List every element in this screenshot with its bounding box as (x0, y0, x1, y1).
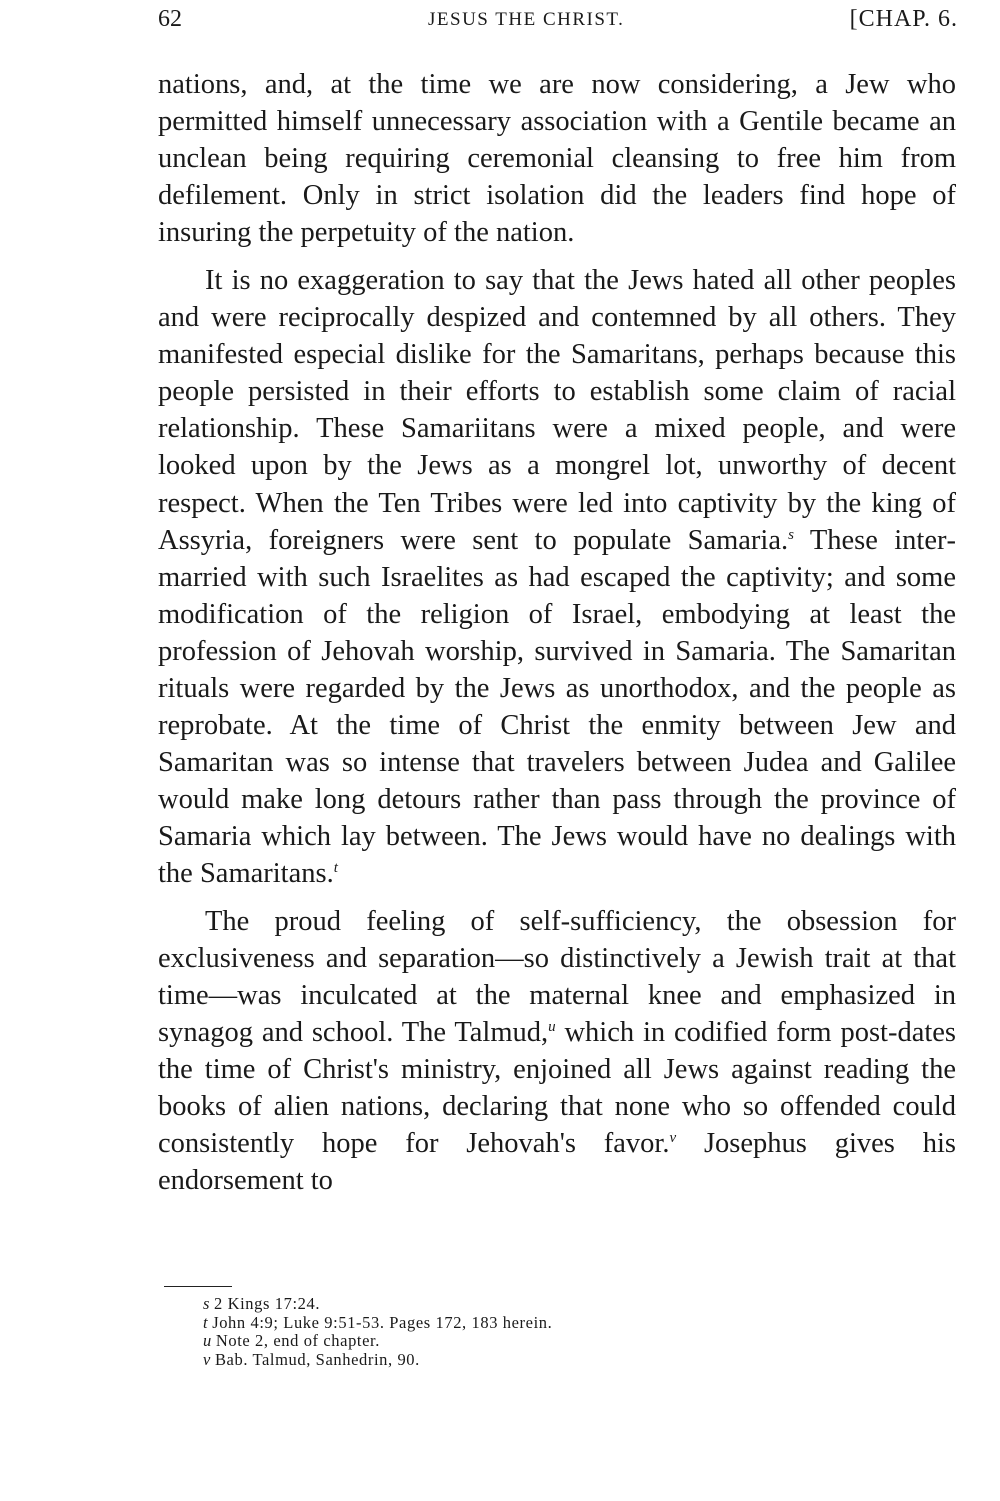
paragraph-text: These intermarried with such Israelites as had escaped the captivity; and some modification of the religion of Israel, embodying at least the profession of Jehovah worship, survived in Samaria. The Samaritan rituals were regarded by the Jews as unorthodox, and the people as reprobate. At the time of Christ the enmity between Jew and Samaritan was so intense that travelers between Judea and Galilee would make long detours rather than pass through the province of Samaria which lay between. The Jews would have no dealings with the Samaritans. (158, 524, 956, 889)
paragraph-text: It is no exaggeration to say that the Jews hated all other peoples and were reciprocally despized and contemned by all others. They manifested especial dislike for the Samaritans, perhaps because this people persisted in their efforts to establish some claim of racial relationship. These Samariitans were a mixed people, and were looked upon by the Jews as a mongrel lot, unworthy of decent respect. When the Ten Tribes were led into captivity by the king of Assyria, foreigners were sent to populate Samaria. (158, 265, 956, 556)
chapter-label: [CHAP. 6. (849, 6, 958, 32)
page-number: 62 (158, 6, 182, 32)
body-text (158, 66, 956, 1210)
footnote (203, 1351, 552, 1370)
footnote-reference[interactable]: v (669, 1130, 677, 1147)
footnote (203, 1332, 552, 1351)
footnote-text: 2 Kings 17:24. (214, 1294, 321, 1313)
paragraph (158, 903, 956, 1199)
paragraph-text: Josephus gives his endorsement to (158, 1128, 956, 1197)
paragraph-text: The proud feeling of self-sufficiency, the obsession for exclusiveness and separation—so distinctively a Jewish trait at that time—was inculcated at the maternal knee and emphasized in synagog and school. The Talmud, (158, 906, 956, 1049)
footnote-mark: v (203, 1349, 211, 1369)
footnotes (203, 1295, 552, 1369)
footnote-mark: s (203, 1294, 211, 1313)
footnote-text: Note 2, end of chapter. (215, 1331, 380, 1350)
paragraph (158, 262, 956, 892)
footnote-text: Bab. Talmud, Sanhedrin, 90. (214, 1349, 420, 1369)
paragraph-text: which in codified form post-dates the time of Christ's ministry, enjoined all Jews against reading the books of alien nations, declaring that none who so offended could consistently hope for Jehovah's favor. (158, 1017, 957, 1160)
footnote-mark: t (203, 1312, 209, 1332)
footnote-text: John 4:9; Luke 9:51-53. Pages 172, 183 herein. (212, 1312, 553, 1332)
paragraph (158, 66, 956, 251)
footnote (203, 1314, 552, 1333)
footnote-reference[interactable]: t (333, 859, 338, 876)
footnote-reference[interactable]: u (548, 1019, 556, 1036)
paragraph-text: nations, and, at the time we are now considering, a Jew who permitted himself unnecessary association with a Gentile became an unclean being requiring ceremonial cleansing to free him from defilement. Only in strict isolation did the leaders find hope of insuring the perpetuity of the nation. (158, 69, 956, 249)
footnote-reference[interactable]: s (788, 526, 794, 543)
footnote (203, 1295, 552, 1314)
running-title: JESUS THE CHRIST. (428, 9, 625, 30)
footnote-mark: u (203, 1331, 212, 1350)
footnote-divider (164, 1286, 232, 1287)
running-header (158, 6, 958, 36)
